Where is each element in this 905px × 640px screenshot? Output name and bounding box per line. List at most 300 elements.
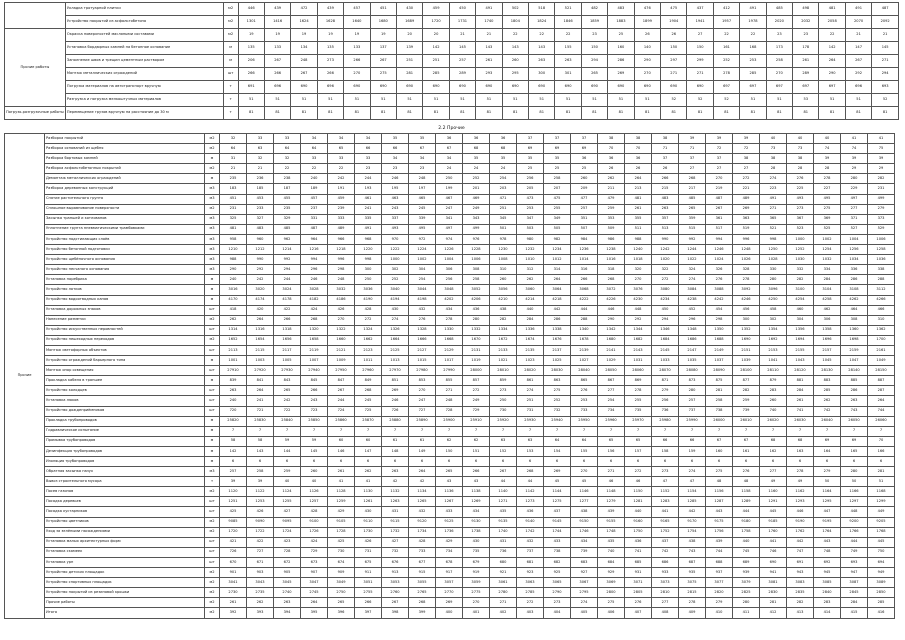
value-cell: 745 [733, 547, 760, 557]
value-cell: 1688 [706, 335, 733, 345]
value-cell: 1318 [274, 325, 301, 335]
value-cell: 195 [382, 184, 409, 194]
value-cell: 1740 [490, 527, 517, 537]
value-cell: 1015 [409, 356, 436, 366]
value-cell: 26 [652, 164, 679, 174]
value-cell: 306 [814, 315, 841, 325]
value-cell: 36 [436, 134, 463, 144]
value-cell: 81 [713, 107, 739, 120]
work-description: Промывка трубопроводов [45, 436, 205, 446]
value-cell: 1700 [868, 335, 895, 345]
value-cell: 2745 [301, 588, 328, 598]
table-row [5, 81, 899, 94]
value-cell: 265 [581, 68, 607, 81]
value-cell: 1013 [382, 356, 409, 366]
value-cell: 1720 [423, 16, 449, 29]
value-cell: 839 [220, 376, 247, 386]
table-row [5, 416, 895, 426]
value-cell: 1255 [274, 497, 301, 507]
value-cell: 157 [625, 446, 652, 456]
value-cell: 325 [220, 214, 247, 224]
value-cell: 324 [679, 265, 706, 275]
value-cell: 173 [766, 42, 792, 55]
value-cell: 1295 [814, 497, 841, 507]
value-cell: 1031 [625, 356, 652, 366]
value-cell: 51 [238, 94, 264, 107]
bottom-table [4, 133, 895, 619]
value-cell: 739 [571, 547, 598, 557]
value-cell: 3063 [517, 578, 544, 588]
value-cell: 25 [608, 29, 634, 42]
value-cell: 2137 [544, 345, 571, 355]
value-cell: 36 [625, 154, 652, 164]
value-cell: 278 [814, 174, 841, 184]
value-cell: 33 [301, 154, 328, 164]
table-row [5, 547, 895, 557]
value-cell: 279 [814, 467, 841, 477]
value-cell: 986 [598, 234, 625, 244]
value-cell: 286 [841, 386, 868, 396]
value-cell: 66 [382, 144, 409, 154]
value-cell: 145 [449, 42, 475, 55]
value-cell: 266 [571, 275, 598, 285]
unit-cell: шт [205, 396, 220, 406]
value-cell: 2840 [814, 588, 841, 598]
value-cell: 166 [868, 446, 895, 456]
work-description: Устройство лотков [45, 285, 205, 295]
value-cell: 139 [396, 42, 422, 55]
value-cell: 343 [463, 214, 490, 224]
value-cell: 292 [625, 315, 652, 325]
value-cell: 266 [652, 174, 679, 184]
value-cell: 1230 [490, 245, 517, 255]
table-row [5, 457, 895, 467]
value-cell: 2117 [274, 345, 301, 355]
value-cell: 28140 [841, 366, 868, 376]
table-row [5, 214, 895, 224]
value-cell: 3047 [301, 578, 328, 588]
value-cell: 1740 [476, 16, 502, 29]
value-cell: 25920 [490, 416, 517, 426]
value-cell: 69 [544, 144, 571, 154]
value-cell: 448 [841, 507, 868, 517]
value-cell: 288 [868, 275, 895, 285]
value-cell: 1252 [787, 245, 814, 255]
work-description: Снятие растительного грунта [45, 194, 205, 204]
value-cell: 1316 [247, 325, 274, 335]
value-cell: 1006 [868, 234, 895, 244]
value-cell: 1024 [706, 255, 733, 265]
work-description: Уплотнение грунта пневматическими трамбовками [45, 224, 205, 234]
value-cell: 273 [490, 386, 517, 396]
value-cell: 402 [490, 608, 517, 618]
value-cell: 733 [571, 406, 598, 416]
value-cell: 26050 [841, 416, 868, 426]
value-cell: 2830 [760, 588, 787, 598]
value-cell: 729 [463, 406, 490, 416]
unit-cell: м3 [205, 265, 220, 275]
value-cell: 437 [652, 537, 679, 547]
value-cell: 949 [868, 568, 895, 578]
value-cell: 147 [355, 446, 382, 456]
unit-cell: т [223, 107, 238, 120]
value-cell: 1336 [517, 325, 544, 335]
unit-cell: м2 [205, 204, 220, 214]
value-cell: 4186 [328, 295, 355, 305]
value-cell: 728 [436, 406, 463, 416]
value-cell: 1144 [544, 487, 571, 497]
value-cell: 1265 [409, 497, 436, 507]
work-description: Устройство щебёночного основания [45, 255, 205, 265]
value-cell: 276 [733, 467, 760, 477]
value-cell: 34 [382, 154, 409, 164]
value-cell: 6 [625, 457, 652, 467]
value-cell: 63 [517, 436, 544, 446]
value-cell: 434 [571, 537, 598, 547]
value-cell: 1724 [274, 527, 301, 537]
value-cell: 251 [396, 55, 422, 68]
value-cell: 142 [819, 42, 845, 55]
value-cell: 44 [517, 477, 544, 487]
value-cell: 266 [463, 467, 490, 477]
value-cell: 994 [706, 234, 733, 244]
value-cell: 430 [463, 537, 490, 547]
value-cell: 680 [490, 557, 517, 567]
work-description: Уход за зелёными насаждениями [45, 527, 205, 537]
value-cell: 443 [814, 537, 841, 547]
value-cell: 3085 [814, 578, 841, 588]
value-cell: 9150 [571, 517, 598, 527]
value-cell: 863 [544, 376, 571, 386]
value-cell: 158 [652, 446, 679, 456]
unit-cell: шт [223, 68, 238, 81]
value-cell: 3040 [382, 285, 409, 295]
unit-cell: м2 [223, 29, 238, 42]
value-cell: 1344 [625, 325, 652, 335]
value-cell: 332 [787, 265, 814, 275]
table-row [5, 568, 895, 578]
table-row [5, 194, 895, 204]
value-cell: 72 [706, 144, 733, 154]
value-cell: 472 [291, 3, 317, 16]
unit-cell: м3 [205, 184, 220, 194]
value-cell: 1124 [274, 487, 301, 497]
value-cell: 1678 [571, 335, 598, 345]
value-cell: 245 [409, 204, 436, 214]
value-cell: 254 [598, 396, 625, 406]
value-cell: 1766 [841, 527, 868, 537]
value-cell: 1140 [490, 487, 517, 497]
value-cell: 690 [608, 81, 634, 94]
value-cell: 27930 [274, 366, 301, 376]
value-cell: 34 [355, 134, 382, 144]
value-cell: 690 [396, 81, 422, 94]
value-cell: 7 [544, 426, 571, 436]
value-cell: 63 [490, 436, 517, 446]
value-cell: 438 [679, 537, 706, 547]
top-table [4, 2, 899, 120]
value-cell: 1003 [247, 356, 274, 366]
value-cell: 203 [490, 184, 517, 194]
value-cell: 925 [544, 568, 571, 578]
value-cell: 1018 [625, 255, 652, 265]
value-cell: 258 [706, 396, 733, 406]
value-cell: 3104 [814, 285, 841, 295]
value-cell: 27990 [436, 366, 463, 376]
value-cell: 27910 [220, 366, 247, 376]
value-cell: 21 [449, 29, 475, 42]
value-cell: 6 [760, 457, 787, 467]
value-cell: 689 [733, 557, 760, 567]
value-cell: 741 [625, 547, 652, 557]
value-cell: 2149 [706, 345, 733, 355]
work-description: Посадка деревьев [45, 497, 205, 507]
value-cell: 276 [787, 174, 814, 184]
value-cell: 146 [328, 446, 355, 456]
value-cell: 69 [814, 436, 841, 446]
value-cell: 487 [301, 224, 328, 234]
value-cell: 263 [274, 598, 301, 608]
value-cell: 3048 [436, 285, 463, 295]
value-cell: 69 [841, 436, 868, 446]
value-cell: 441 [760, 537, 787, 547]
value-cell: 1624 [291, 16, 317, 29]
value-cell: 687 [679, 557, 706, 567]
work-description: Окраска поверхностей масляными составами [65, 29, 223, 42]
value-cell: 1032 [814, 255, 841, 265]
value-cell: 310 [490, 265, 517, 275]
value-cell: 2730 [220, 588, 247, 598]
value-cell: 1269 [463, 497, 490, 507]
value-cell: 907 [301, 568, 328, 578]
value-cell: 430 [355, 507, 382, 517]
value-cell: 911 [355, 568, 382, 578]
value-cell: 675 [355, 557, 382, 567]
value-cell: 37 [706, 154, 733, 164]
value-cell: 431 [382, 507, 409, 517]
value-cell: 257 [449, 55, 475, 68]
value-cell: 458 [760, 305, 787, 315]
value-cell: 268 [301, 315, 328, 325]
value-cell: 69 [517, 144, 544, 154]
value-cell: 399 [409, 608, 436, 618]
value-cell: 6 [598, 457, 625, 467]
value-cell: 335 [355, 214, 382, 224]
value-cell: 328 [733, 265, 760, 275]
value-cell: 81 [819, 107, 845, 120]
work-description: Устройство покрытий из асфальтобетона [65, 16, 223, 29]
work-description: Установка люков [45, 396, 205, 406]
value-cell: 4258 [814, 295, 841, 305]
value-cell: 48 [706, 477, 733, 487]
value-cell: 2800 [598, 588, 625, 598]
value-cell: 1019 [463, 356, 490, 366]
value-cell: 1340 [571, 325, 598, 335]
value-cell: 697 [793, 81, 819, 94]
value-cell: 259 [733, 396, 760, 406]
value-cell: 3020 [247, 285, 274, 295]
value-cell: 678 [436, 557, 463, 567]
value-cell: 231 [868, 184, 895, 194]
value-cell: 37 [544, 134, 571, 144]
unit-cell: м [205, 416, 220, 426]
value-cell: 1301 [238, 16, 264, 29]
value-cell: 277 [841, 204, 868, 214]
value-cell: 1146 [571, 487, 598, 497]
value-cell: 51 [344, 94, 370, 107]
value-cell: 1014 [571, 255, 598, 265]
value-cell: 300 [529, 68, 555, 81]
value-cell: 249 [463, 204, 490, 214]
value-cell: 256 [652, 396, 679, 406]
value-cell: 365 [760, 214, 787, 224]
value-cell: 269 [382, 386, 409, 396]
value-cell: 292 [247, 265, 274, 275]
table-row [5, 29, 899, 42]
value-cell: 6 [382, 457, 409, 467]
value-cell: 451 [220, 194, 247, 204]
value-cell: 28000 [463, 366, 490, 376]
value-cell: 264 [301, 598, 328, 608]
work-description: Устройство песчаного основания [45, 265, 205, 275]
value-cell: 927 [571, 568, 598, 578]
value-cell: 449 [868, 507, 895, 517]
value-cell: 337 [382, 214, 409, 224]
value-cell: 267 [264, 55, 290, 68]
value-cell: 429 [436, 537, 463, 547]
value-cell: 165 [841, 446, 868, 456]
value-cell: 65 [328, 144, 355, 154]
value-cell: 2121 [328, 345, 355, 355]
value-cell: 1672 [490, 335, 517, 345]
value-cell: 1664 [382, 335, 409, 345]
value-cell: 491 [355, 224, 382, 234]
value-cell: 696 [845, 81, 871, 94]
value-cell: 461 [355, 194, 382, 204]
value-cell: 280 [679, 386, 706, 396]
value-cell: 133 [344, 42, 370, 55]
value-cell: 286 [544, 315, 571, 325]
value-cell: 248 [291, 55, 317, 68]
value-cell: 742 [652, 547, 679, 557]
value-cell: 38 [598, 134, 625, 144]
value-cell: 73 [760, 144, 787, 154]
value-cell: 1416 [264, 16, 290, 29]
value-cell: 253 [517, 204, 544, 214]
value-cell: 436 [463, 305, 490, 315]
value-cell: 25 [544, 164, 571, 174]
value-cell: 6 [571, 457, 598, 467]
value-cell: 304 [409, 265, 436, 275]
value-cell: 471 [490, 194, 517, 204]
value-cell: 217 [679, 184, 706, 194]
value-cell: 3089 [868, 578, 895, 588]
value-cell: 71 [679, 144, 706, 154]
value-cell: 677 [409, 557, 436, 567]
value-cell: 697 [766, 81, 792, 94]
value-cell: 966 [328, 234, 355, 244]
value-cell: 947 [841, 568, 868, 578]
value-cell: 268 [679, 174, 706, 184]
value-cell: 277 [760, 467, 787, 477]
value-cell: 523 [787, 224, 814, 234]
value-cell: 2815 [679, 588, 706, 598]
value-cell: 972 [409, 234, 436, 244]
value-cell: 38 [625, 134, 652, 144]
value-cell: 879 [760, 376, 787, 386]
value-cell: 1658 [301, 335, 328, 345]
value-cell: 51 [634, 94, 660, 107]
value-cell: 44 [490, 477, 517, 487]
value-cell: 81 [502, 107, 528, 120]
unit-cell: м [205, 436, 220, 446]
value-cell: 258 [544, 174, 571, 184]
value-cell: 1730 [355, 527, 382, 537]
unit-cell: м [205, 426, 220, 436]
value-cell: 2790 [544, 588, 571, 598]
value-cell: 285 [868, 598, 895, 608]
value-cell: 1744 [544, 527, 571, 537]
value-cell: 4242 [706, 295, 733, 305]
value-cell: 41 [328, 477, 355, 487]
value-cell: 1346 [652, 325, 679, 335]
value-cell: 51 [264, 94, 290, 107]
value-cell: 1047 [841, 356, 868, 366]
value-cell: 682 [544, 557, 571, 567]
value-cell: 6 [868, 457, 895, 467]
value-cell: 398 [382, 608, 409, 618]
value-cell: 34 [436, 154, 463, 164]
value-cell: 1684 [652, 335, 679, 345]
value-cell: 278 [733, 275, 760, 285]
value-cell: 428 [409, 537, 436, 547]
value-cell: 414 [814, 608, 841, 618]
value-cell: 1760 [760, 527, 787, 537]
value-cell: 29 [841, 164, 868, 174]
value-cell: 39 [247, 477, 274, 487]
value-cell: 25860 [328, 416, 355, 426]
table-row [5, 295, 895, 305]
value-cell: 3112 [868, 285, 895, 295]
value-cell: 3065 [544, 578, 571, 588]
value-cell: 873 [679, 376, 706, 386]
value-cell: 1883 [608, 16, 634, 29]
value-cell: 727 [409, 406, 436, 416]
value-cell: 485 [679, 194, 706, 204]
value-cell: 25840 [274, 416, 301, 426]
value-cell: 408 [652, 608, 679, 618]
value-cell: 266 [355, 598, 382, 608]
value-cell: 235 [220, 174, 247, 184]
value-cell: 47 [652, 477, 679, 487]
value-cell: 7 [382, 426, 409, 436]
value-cell: 292 [845, 68, 871, 81]
value-cell: 450 [449, 3, 475, 16]
work-description: Засыпка траншей и котлованов [45, 214, 205, 224]
value-cell: 1804 [502, 16, 528, 29]
value-cell: 1242 [652, 245, 679, 255]
value-cell: 688 [706, 557, 733, 567]
value-cell: 3068 [571, 285, 598, 295]
value-cell: 690 [291, 81, 317, 94]
value-cell: 355 [625, 214, 652, 224]
value-cell: 1036 [868, 255, 895, 265]
value-cell: 144 [274, 446, 301, 456]
value-cell: 81 [449, 107, 475, 120]
value-cell: 6 [733, 457, 760, 467]
value-cell: 41 [841, 134, 868, 144]
value-cell: 1158 [733, 487, 760, 497]
